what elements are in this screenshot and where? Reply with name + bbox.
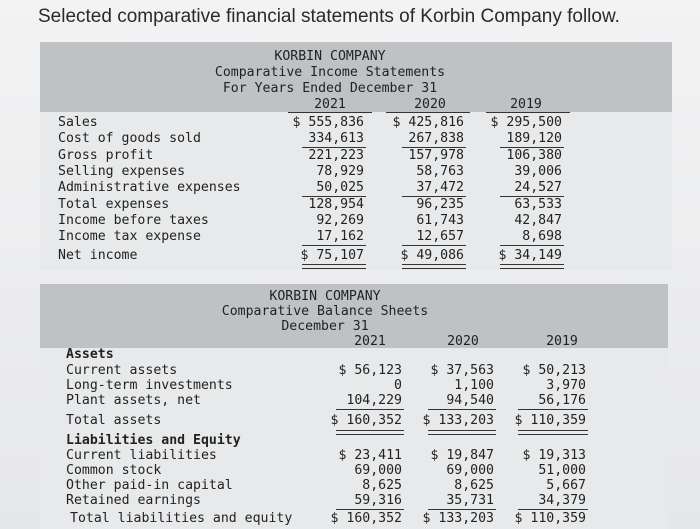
balance-cell: 34,379 — [538, 493, 586, 508]
income-cell: 78,929 — [316, 164, 364, 179]
balance-subtotal-rule — [428, 509, 496, 510]
income-cell: 96,235 — [416, 197, 464, 212]
income-row-label: Income tax expense — [58, 229, 201, 244]
balance-row-label: Retained earnings — [66, 493, 201, 508]
income-total-double-rule — [302, 264, 366, 269]
income-year-rule-2020 — [386, 112, 470, 113]
balance-row-label: Total liabilities and equity — [70, 511, 293, 526]
balance-subtotal-rule — [518, 409, 588, 410]
income-cell: 334,613 — [308, 131, 364, 146]
balance-cell: 8,625 — [362, 478, 402, 493]
balance-cell: $ 160,352 — [330, 511, 402, 526]
balance-cell: 56,176 — [538, 393, 586, 408]
income-year-2020: 2020 — [414, 97, 446, 112]
balance-cell: 1,100 — [454, 378, 494, 393]
income-subtotal-rule — [402, 245, 466, 246]
balance-cell: 5,667 — [546, 478, 586, 493]
income-cell: $ 425,816 — [392, 115, 464, 130]
income-cell: $ 75,107 — [300, 248, 364, 263]
balance-cell: $ 23,411 — [338, 448, 402, 463]
balance-cell: 3,970 — [546, 378, 586, 393]
income-year-rule-2019 — [486, 112, 570, 113]
balance-cell: 51,000 — [538, 463, 586, 478]
balance-subtotal-rule — [518, 509, 588, 510]
balance-cell: 59,316 — [354, 493, 402, 508]
balance-cell: 35,731 — [446, 493, 494, 508]
income-title: Comparative Income Statements — [214, 65, 446, 80]
balance-year-2019: 2019 — [546, 334, 578, 349]
balance-title: Comparative Balance Sheets — [221, 304, 429, 319]
income-statement-table — [40, 42, 672, 270]
balance-cell: $ 133,203 — [422, 511, 494, 526]
income-cell: 39,006 — [514, 164, 562, 179]
income-cell: 106,380 — [506, 148, 562, 163]
balance-cell: $ 110,359 — [514, 511, 586, 526]
liabilities-section-header: Liabilities and Equity — [66, 433, 241, 448]
balance-cell: 104,229 — [346, 393, 402, 408]
income-cell: 50,025 — [316, 180, 364, 195]
income-cell: 157,978 — [408, 148, 464, 163]
income-row-label: Cost of goods sold — [58, 131, 201, 146]
income-row-label: Gross profit — [58, 148, 154, 163]
income-row-label: Income before taxes — [58, 213, 209, 228]
balance-row-label: Current liabilities — [66, 448, 217, 463]
income-company-name: KORBIN COMPANY — [274, 49, 386, 64]
balance-cell: $ 37,563 — [430, 363, 494, 378]
balance-year-2021: 2021 — [354, 334, 386, 349]
balance-cell: $ 110,359 — [514, 413, 586, 428]
income-cell: 128,954 — [308, 197, 364, 212]
income-cell: 61,743 — [416, 213, 464, 228]
income-row-label: Selling expenses — [58, 164, 186, 179]
income-cell: 221,223 — [308, 148, 364, 163]
balance-cell: 8,625 — [454, 478, 494, 493]
income-row-label: Administrative expenses — [58, 180, 241, 195]
balance-cell: $ 133,203 — [422, 413, 494, 428]
income-cell: $ 295,500 — [490, 115, 562, 130]
balance-year-2020: 2020 — [447, 334, 479, 349]
income-year-2019: 2019 — [510, 97, 542, 112]
income-total-double-rule — [500, 264, 564, 269]
income-cell: 58,763 — [416, 164, 464, 179]
income-row-label: Net income — [58, 248, 138, 263]
balance-cell: $ 50,213 — [522, 363, 586, 378]
income-total-double-rule — [402, 264, 466, 269]
balance-row-label: Long-term investments — [66, 378, 233, 393]
income-year-2021: 2021 — [314, 97, 346, 112]
balance-cell: $ 19,847 — [430, 448, 494, 463]
income-cell: 17,162 — [316, 229, 364, 244]
income-cell: 37,472 — [416, 180, 464, 195]
balance-cell: 69,000 — [354, 463, 402, 478]
balance-subtotal-rule — [428, 409, 496, 410]
balance-subtotal-rule — [336, 409, 404, 410]
balance-cell: 69,000 — [446, 463, 494, 478]
income-cell: 12,657 — [416, 229, 464, 244]
income-cell: 189,120 — [506, 131, 562, 146]
balance-cell: $ 19,313 — [522, 448, 586, 463]
balance-total-double-rule — [336, 430, 404, 435]
balance-subtotal-rule — [336, 509, 404, 510]
balance-cell: $ 56,123 — [338, 363, 402, 378]
balance-row-label: Current assets — [66, 363, 178, 378]
income-cell: 63,533 — [514, 197, 562, 212]
income-row-label: Sales — [58, 115, 98, 130]
balance-row-label: Plant assets, net — [66, 393, 201, 408]
balance-cell: $ 160,352 — [330, 413, 402, 428]
income-cell: 42,847 — [514, 213, 562, 228]
income-row-label: Total expenses — [58, 197, 170, 212]
income-cell: 24,527 — [514, 180, 562, 195]
balance-row-label: Common stock — [66, 463, 162, 478]
income-cell: 92,269 — [316, 213, 364, 228]
balance-company-name: KORBIN COMPANY — [269, 289, 381, 304]
balance-row-label: Other paid-in capital — [66, 478, 233, 493]
income-cell: $ 34,149 — [498, 248, 562, 263]
problem-heading: Selected comparative financial statements of Korbin Company follow. — [38, 6, 620, 27]
income-cell: $ 555,836 — [292, 115, 364, 130]
balance-period: December 31 — [281, 319, 369, 334]
income-cell: 267,838 — [408, 131, 464, 146]
income-year-rule-2021 — [288, 112, 372, 113]
balance-cell: 0 — [394, 378, 402, 393]
balance-row-label: Total assets — [66, 413, 162, 428]
balance-sheet-table — [40, 284, 668, 529]
income-period: For Years Ended December 31 — [222, 81, 438, 96]
balance-total-double-rule — [428, 430, 496, 435]
income-cell: 8,698 — [522, 229, 562, 244]
assets-section-header: Assets — [66, 347, 114, 362]
balance-total-double-rule — [518, 430, 588, 435]
income-cell: $ 49,086 — [400, 248, 464, 263]
balance-cell: 94,540 — [446, 393, 494, 408]
income-subtotal-rule — [302, 245, 366, 246]
income-subtotal-rule — [500, 245, 564, 246]
